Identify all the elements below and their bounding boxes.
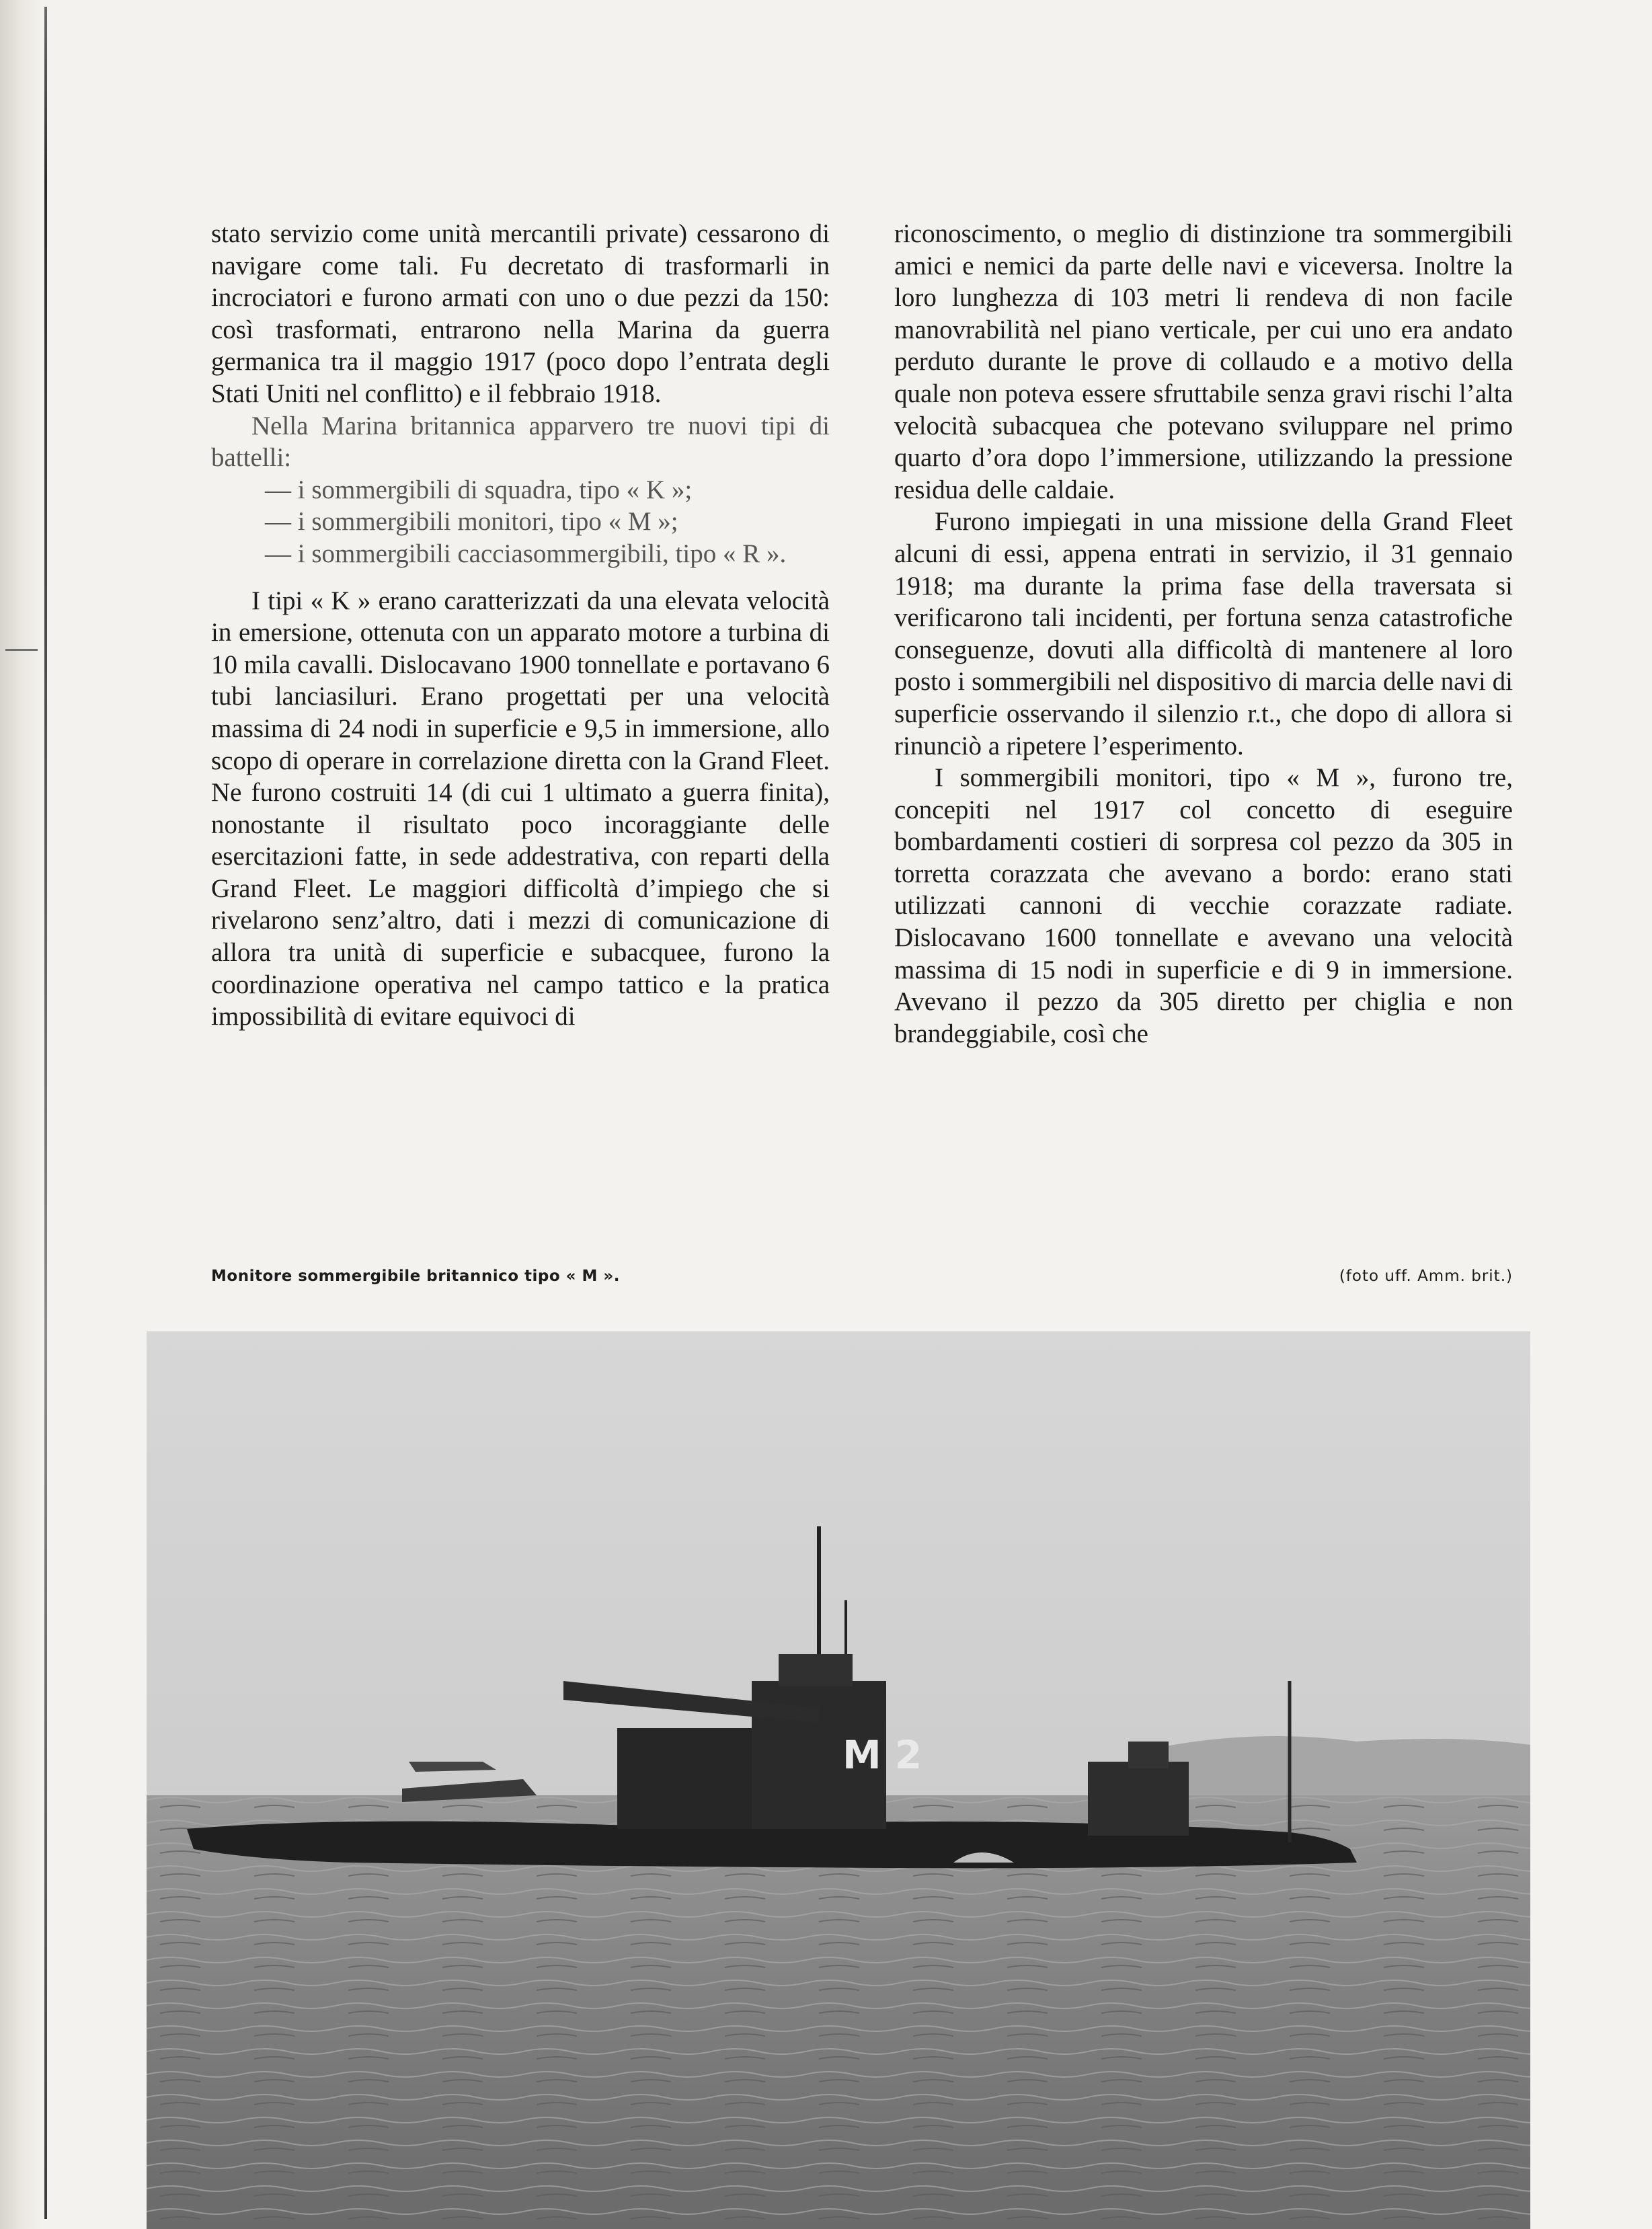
list-item: — i sommergibili monitori, tipo « M »; (265, 507, 678, 537)
page-binding-line (44, 7, 47, 2219)
left-paragraph-2: Nella Marina britannica apparvero tre nuovi tipi di battelli: (211, 411, 830, 473)
aft-cupola (1128, 1742, 1169, 1768)
left-paragraph-1: stato servizio come unità mercantili private) cessarono di navigare come tali. Fu decretato di trasformarli in incrociatori e furono armati con uno o due pezzi da 150: così trasformati, entrarono nella Marina da guerra germanica tra il maggio 1917 (poco dopo l’entrata degli Stati Uniti nel conflitto) e il febbraio 1918. (211, 219, 830, 408)
photo-caption: Monitore sommergibile britannico tipo « M ». (211, 1267, 621, 1285)
hull-marking: M 2 (842, 1732, 922, 1778)
right-paragraph-3: I sommergibili monitori, tipo « M », furono tre, concepiti nel 1917 col concetto di eseguire bombardamenti costieri di sorpresa col pezzo da 305 in torretta corazzata che avevano a bordo: erano stati utilizzati cannoni di vecchie corazzate radiate. Dislocavano 1600 tonnellate e avevano una velocità massima di 15 nodi in superficie e di 9 in immersione. Avevano il pezzo da 305 diretto per chiglia e non brandeggiabile, così che (894, 763, 1513, 1048)
submarine-types-list (211, 474, 830, 570)
margin-tick (5, 649, 38, 651)
left-column (211, 218, 830, 1033)
right-paragraph-1: riconoscimento, o meglio di distinzione tra sommergibili amici e nemici da parte delle navi e viceversa. Inoltre la loro lunghezza di 103 metri li rendeva di non facile manovrabilità nel piano verticale, per cui uno era andato perduto durante le prove di collaudo e a motivo della quale non poteva essere sfruttabile senza gravi rischi l’alta velocità subacquea che potevano sviluppare nel primo quarto d’ora dopo l’immersione, utilizzando la pressione residua delle caldaie. (894, 219, 1513, 504)
left-paragraph-3: I tipi « K » erano caratterizzati da una elevata velocità in emersione, ottenuta con un apparato motore a turbina di 10 mila cavalli. Dislocavano 1900 tonnellate e portavano 6 tubi lanciasiluri. Erano progettati per una velocità massima di 24 nodi in superficie e 9,5 in immersione, allo scopo di operare in correlazione diretta con la Grand Fleet. Ne furono costruiti 14 (di cui 1 ultimato a guerra finita), nonostante il risultato poco incoraggiante delle esercitazioni fatte, in sede addestrativa, con reparti della Grand Fleet. Le maggiori difficoltà d’impiego che si rivelarono senz’altro, dati i mezzi di comunicazione di allora tra unità di superficie e subacquee, furono la coordinazione operativa nel campo tattico e la pratica impossibilità di evitare equivoci di (211, 586, 830, 1031)
list-item: — i sommergibili cacciasommergibili, tipo « R ». (265, 539, 787, 568)
bridge (779, 1654, 853, 1686)
distant-coastline (1155, 1736, 1530, 1795)
list-item: — i sommergibili di squadra, tipo « K »; (265, 475, 693, 504)
submarine-photo (147, 1331, 1530, 2229)
photo-credit: (foto uff. Amm. brit.) (1339, 1267, 1513, 1285)
page-binding-edge (0, 0, 42, 2229)
right-column (894, 218, 1513, 1050)
right-paragraph-2: Furono impiegati in una missione della Grand Fleet alcuni di essi, appena entrati in servizio, il 31 gennaio 1918; ma durante la prima fase della traversata si verificarono tali incidenti, per fortuna senza catastrofiche conseguenze, dovuti alla difficoltà di mantenere al loro posto i sommergibili nel dispositivo di marcia delle navi di superficie osservando il silenzio r.t., che dopo di allora si rinunciò a ripetere l’esperimento. (894, 507, 1513, 760)
aft-structure (1088, 1762, 1189, 1836)
